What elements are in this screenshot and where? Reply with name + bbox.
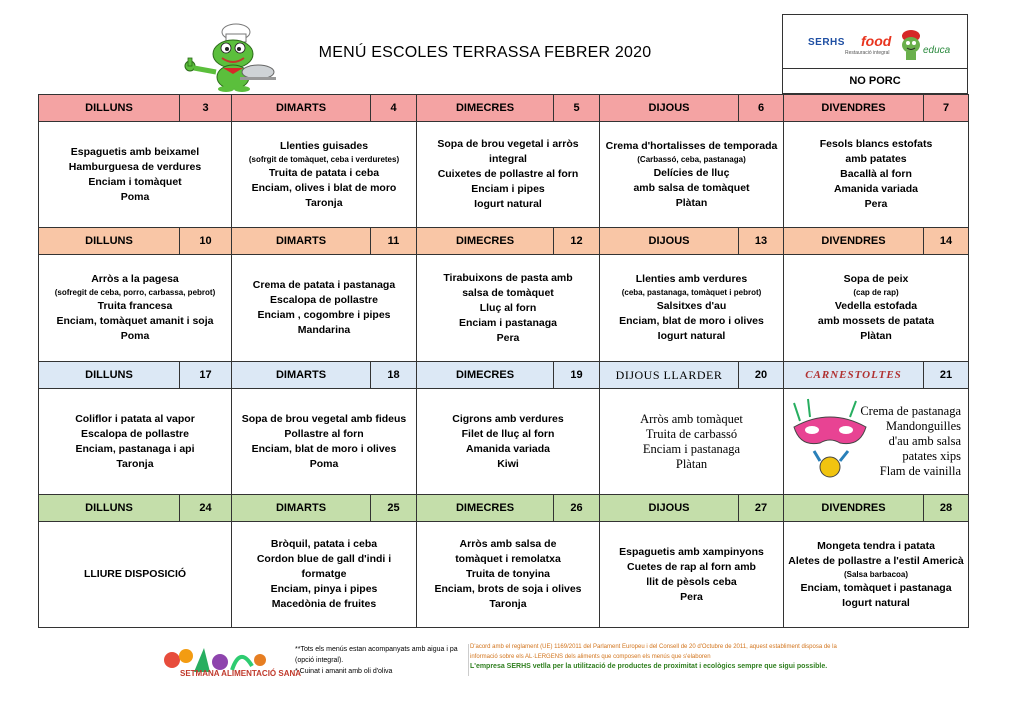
- day-name-cell: DILLUNS: [39, 362, 180, 389]
- menu-line: (cap de rap): [853, 288, 899, 297]
- logo-educa-text: educa: [923, 45, 951, 56]
- menu-table: [38, 94, 969, 628]
- menu-cell: [784, 522, 969, 628]
- menu-line: Enciam, tomàquet amanit i soja: [56, 315, 214, 327]
- menu-cell: [784, 389, 969, 495]
- menu-line: Espaguetis amb beixamel: [70, 145, 200, 158]
- menu-line: Tirabuixons de pasta amb: [443, 271, 573, 284]
- footer-divider: [468, 644, 469, 676]
- day-name-cell: DIMARTS: [232, 95, 371, 122]
- menu-cell: [232, 255, 417, 362]
- healthy-eating-week-logo: [160, 642, 302, 678]
- day-number-cell: 6: [739, 95, 784, 122]
- footer-legal: [470, 642, 840, 672]
- menu-line: Enciam, pinya i pipes: [270, 583, 378, 595]
- menu-line: Mandonguilles: [886, 419, 961, 433]
- week-menu-row: [39, 122, 969, 228]
- serhs-food-educa-logo: [782, 14, 968, 68]
- day-name-cell: DIMECRES: [417, 495, 554, 522]
- menu-line: Escalopa de pollastre: [81, 427, 189, 440]
- menu-line: Arròs a la pagesa: [91, 273, 179, 285]
- menu-line: Enciam, tomàquet i pastanaga: [800, 581, 952, 594]
- menu-line: Truita de patata i ceba: [268, 166, 380, 179]
- day-name-cell: DIMECRES: [417, 95, 554, 122]
- educa-mascot-icon: [898, 27, 924, 61]
- day-number-cell: 25: [371, 495, 417, 522]
- day-number-cell: 26: [554, 495, 600, 522]
- menu-line: Enciam, olives i blat de moro: [251, 181, 397, 194]
- menu-line: Amanida variada: [833, 183, 919, 195]
- menu-line: Enciam, blat de moro i olives: [619, 315, 764, 327]
- week-header-row: [39, 362, 969, 389]
- menu-line: Cordon blue de gall d'indi i formatge: [256, 553, 392, 580]
- menu-line: llit de pèsols ceba: [646, 575, 737, 588]
- menu-line: Enciam, pastanaga i api: [75, 442, 195, 455]
- menu-line: Cuetes de rap al forn amb: [627, 560, 756, 573]
- menu-line: Arròs amb salsa de: [459, 538, 557, 550]
- day-number-cell: 18: [371, 362, 417, 389]
- menu-line: Enciam, brots de soja i olives: [434, 583, 582, 595]
- menu-line: Iogurt natural: [474, 198, 542, 210]
- day-name-cell: DILLUNS: [39, 228, 180, 255]
- day-number-cell: 21: [924, 362, 969, 389]
- week-menu-row: [39, 522, 969, 628]
- menu-line: Llenties amb verdures: [635, 273, 748, 285]
- menu-line: Taronja: [305, 196, 343, 209]
- menu-cell: [417, 122, 600, 228]
- day-number-cell: 17: [180, 362, 232, 389]
- menu-cell: [39, 389, 232, 495]
- day-number-cell: 11: [371, 228, 417, 255]
- menu-line: Arròs amb tomàquet: [640, 411, 743, 426]
- day-name-cell: DIMECRES: [417, 362, 554, 389]
- menu-line: Enciam i pastanaga: [458, 316, 558, 329]
- day-name-cell: DIVENDRES: [784, 228, 924, 255]
- menu-line: Sopa de brou vegetal amb fideus: [241, 412, 407, 425]
- logo-food-text: food: [861, 33, 892, 49]
- menu-line: Sopa de peix: [843, 273, 909, 285]
- menu-line: Iogurt natural: [657, 330, 726, 342]
- menu-line: Enciam i tomàquet: [88, 175, 182, 188]
- week-menu-row: [39, 255, 969, 362]
- day-name-cell: DIJOUS: [600, 495, 739, 522]
- day-number-cell: 14: [924, 228, 969, 255]
- day-name-cell: DIJOUS: [600, 228, 739, 255]
- menu-line: Vedella estofada: [834, 300, 918, 312]
- menu-line: Macedònia de fruites: [271, 598, 377, 610]
- menu-line: Taronja: [116, 457, 154, 470]
- menu-line: Taronja: [489, 598, 527, 610]
- menu-line: Poma: [120, 330, 150, 342]
- menu-cell: [417, 389, 600, 495]
- menu-line: Mandarina: [297, 324, 351, 336]
- menu-cell: [232, 122, 417, 228]
- menu-cell: [39, 122, 232, 228]
- menu-cell: [784, 122, 969, 228]
- menu-cell: [417, 255, 600, 362]
- menu-line: (ceba, pastanaga, tomàquet i pebrot): [621, 288, 762, 297]
- menu-line: Filet de lluç al forn: [461, 427, 555, 440]
- menu-line: Bròquil, patata i ceba: [270, 538, 378, 550]
- week-header-row: [39, 95, 969, 122]
- menu-line: LLIURE DISPOSICIÓ: [83, 568, 187, 580]
- day-number-cell: 28: [924, 495, 969, 522]
- menu-line: Poma: [309, 457, 339, 470]
- menu-cell: [600, 255, 784, 362]
- menu-line: Enciam i pipes: [471, 183, 545, 195]
- day-name-cell: DIMARTS: [232, 228, 371, 255]
- footer-note-bread: **Tots els menús estan acompanyats amb aigua i pa (opció integral).: [295, 646, 458, 664]
- menu-line: Salsitxes d'au: [656, 300, 727, 312]
- menu-line: Pollastre al forn: [284, 427, 364, 440]
- menu-cell: [784, 255, 969, 362]
- menu-line: Espaguetis amb xampinyons: [619, 545, 764, 558]
- menu-line: (sofregit de ceba, porro, carbassa, pebrot): [54, 288, 216, 297]
- day-number-cell: 24: [180, 495, 232, 522]
- week-menu-row: [39, 389, 969, 495]
- day-number-cell: 13: [739, 228, 784, 255]
- footer: [160, 640, 840, 680]
- page-title: MENÚ ESCOLES TERRASSA FEBRER 2020: [318, 44, 652, 61]
- menu-line: Bacallà al forn: [840, 168, 912, 180]
- menu-line: (Salsa barbacoa): [843, 569, 909, 579]
- menu-line: Crema de pastanaga: [860, 404, 961, 418]
- day-number-cell: 3: [180, 95, 232, 122]
- menu-line: Plàtan: [860, 330, 892, 342]
- menu-line: Aletes de pollastre a l'estil Americà: [788, 554, 964, 567]
- menu-cell: [600, 522, 784, 628]
- menu-line: Pera: [496, 331, 520, 344]
- week-header-row: [39, 495, 969, 522]
- menu-cell: [600, 389, 784, 495]
- day-name-cell: DILLUNS: [39, 95, 180, 122]
- menu-line: Pera: [680, 590, 703, 603]
- menu-line: tomàquet i remolatxa: [455, 553, 561, 565]
- menu-line: salsa de tomàquet: [462, 286, 554, 299]
- footer-logo-text: SETMANA ALIMENTACIÓ SANA: [180, 669, 302, 678]
- menu-line: d'au amb salsa: [888, 434, 961, 448]
- menu-cell: [232, 389, 417, 495]
- footer-note-oil: * Cuinat i amanit amb oli d'oliva: [295, 668, 393, 675]
- day-number-cell: 10: [180, 228, 232, 255]
- day-name-cell: DIJOUS LLARDER: [600, 362, 739, 389]
- menu-line: Coliflor i patata al vapor: [75, 412, 195, 425]
- menu-line: Escalopa de pollastre: [270, 294, 378, 306]
- menu-cell: [600, 122, 784, 228]
- menu-line: Truita francesa: [97, 300, 173, 312]
- frog-chef-mascot-icon: [178, 22, 278, 92]
- menu-line: Fesols blancs estofats: [819, 138, 933, 150]
- menu-cell: [417, 522, 600, 628]
- menu-line: (Carbassó, ceba, pastanaga): [637, 154, 746, 164]
- logo-serhs-text: SERHS: [808, 37, 845, 48]
- day-name-cell: DIMARTS: [232, 495, 371, 522]
- menu-line: Crema d'hortalisses de temporada: [605, 139, 778, 152]
- day-number-cell: 12: [554, 228, 600, 255]
- menu-cell: [39, 255, 232, 362]
- menu-line: Enciam , cogombre i pipes: [257, 309, 391, 321]
- menu-line: Enciam, blat de moro i olives: [251, 442, 397, 455]
- menu-line: Plàtan: [675, 456, 708, 471]
- footer-note: [295, 644, 465, 677]
- menu-line: amb patates: [845, 153, 907, 165]
- menu-line: (sofrgit de tomàquet, ceba i verduretes): [248, 154, 400, 164]
- diet-label: NO PORC: [782, 68, 968, 94]
- day-name-cell: DIMARTS: [232, 362, 371, 389]
- logo-subtitle: Restauració integral: [845, 50, 890, 56]
- day-number-cell: 4: [371, 95, 417, 122]
- menu-line: Pera: [864, 198, 888, 210]
- menu-line: Poma: [120, 190, 150, 203]
- footer-legal-sustainability: L'empresa SERHS vetlla per la utilització de productes de proximitat i ecològics sempre que sigui possible.: [470, 663, 828, 670]
- menu-line: Sopa de brou vegetal i arròs integral: [437, 138, 579, 165]
- carnival-mask-icon: [790, 397, 870, 487]
- week-header-row: [39, 228, 969, 255]
- menu-line: Truita de tonyina: [465, 568, 550, 580]
- day-number-cell: 7: [924, 95, 969, 122]
- day-number-cell: 5: [554, 95, 600, 122]
- menu-line: Mongeta tendra i patata: [817, 539, 935, 552]
- menu-line: Cuixetes de pollastre al forn: [437, 168, 579, 180]
- menu-line: Iogurt natural: [842, 596, 910, 609]
- menu-line: Truita de carbassó: [645, 426, 738, 441]
- menu-line: amb mossets de patata: [817, 315, 935, 327]
- menu-line: patates xips: [902, 449, 961, 463]
- day-number-cell: 27: [739, 495, 784, 522]
- menu-line: Flam de vainilla: [879, 464, 961, 478]
- menu-line: Llenties guisades: [279, 139, 369, 152]
- menu-cell: [39, 522, 232, 628]
- menu-line: Delícies de lluç: [653, 166, 730, 179]
- day-name-cell: DIJOUS: [600, 95, 739, 122]
- day-number-cell: 20: [739, 362, 784, 389]
- day-name-cell: CARNESTOLTES: [784, 362, 924, 389]
- footer-legal-allergens: D'acord amb el reglament (UE) 1169/2011 del Parlament Europeu i del Consell de 20 d'Octubre de 2011, aquest establiment disposa de la informació sobre els AL·LERGENS dels aliments que composen els menús que s'elaboren: [470, 644, 837, 660]
- day-name-cell: DIVENDRES: [784, 495, 924, 522]
- menu-line: Lluç al forn: [479, 301, 537, 314]
- day-name-cell: DIVENDRES: [784, 95, 924, 122]
- day-name-cell: DILLUNS: [39, 495, 180, 522]
- menu-line: Amanida variada: [465, 442, 551, 455]
- menu-line: Kiwi: [497, 457, 519, 470]
- menu-cell: [232, 522, 417, 628]
- day-number-cell: 19: [554, 362, 600, 389]
- menu-line: Crema de patata i pastanaga: [252, 279, 396, 291]
- menu-line: Hamburguesa de verdures: [68, 160, 202, 173]
- day-name-cell: DIMECRES: [417, 228, 554, 255]
- menu-line: Enciam i pastanaga: [642, 441, 741, 456]
- menu-line: Cigrons amb verdures: [452, 412, 564, 425]
- menu-line: Plàtan: [675, 196, 708, 209]
- menu-line: amb salsa de tomàquet: [633, 181, 750, 194]
